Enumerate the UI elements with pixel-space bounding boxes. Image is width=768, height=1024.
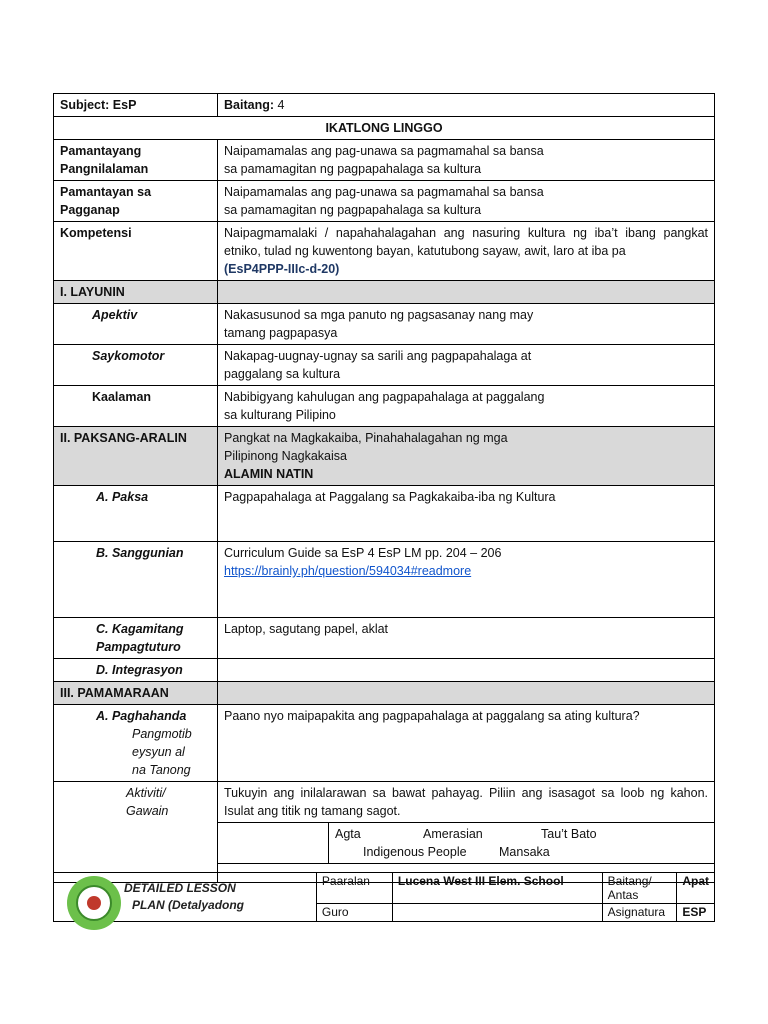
choices-box <box>329 823 715 864</box>
objectives-heading-empty <box>218 281 715 304</box>
motivation-question: Paano nyo maipapakita ang pagpapahalaga at paggalang sa ating kultura? <box>218 705 715 782</box>
activity-label-1: Aktiviti/ <box>126 786 166 800</box>
subject-value: EsP <box>112 98 137 112</box>
content-standard-label <box>54 140 218 181</box>
subject-label: Subject: <box>60 98 110 112</box>
content-standard-label-2: Pangnilalaman <box>60 162 149 176</box>
materials-text: Laptop, sagutang papel, aklat <box>218 618 715 659</box>
footer-grade-label <box>602 873 677 904</box>
psychomotor-label: Saykomotor <box>54 345 218 386</box>
motivation-label-3: na Tanong <box>132 763 191 777</box>
cognitive-line-1: Nabibigyang kahulugan ang pagpapahalaga at paggalang <box>224 390 545 404</box>
competency-code: (EsP4PPP-IIIc-d-20) <box>224 262 340 276</box>
subject-matter-line-2: Pilipinong Nagkakaisa <box>224 449 347 463</box>
psychomotor-line-2: paggalang sa kultura <box>224 367 341 381</box>
competency-cell <box>218 222 715 281</box>
materials-label-1: C. Kagamitang <box>96 622 184 636</box>
content-standard-text <box>218 140 715 181</box>
week-heading: IKATLONG LINGGO <box>54 117 715 140</box>
procedure-heading: III. PAMAMARAAN <box>54 682 218 705</box>
footer-title-2: PLAN (Detalyadong <box>132 898 245 912</box>
activity-text: Tukuyin ang inilalarawan sa bawat pahayag. Piliin ang isasagot sa loob ng kahon. Isulat ang titik ng tamang sagot. <box>224 786 708 818</box>
performance-standard-line-2: sa pamamagitan ng pagpapahalaga sa kultura <box>224 203 482 217</box>
alamin-natin: ALAMIN NATIN <box>224 467 314 481</box>
motivation-label-1: Pangmotib <box>132 727 192 741</box>
footer-grade-value: Apat <box>677 873 715 904</box>
content-standard-line-1: Naipamamalas ang pag-unawa sa pagmamahal sa bansa <box>224 144 544 158</box>
subject-matter-heading: II. PAKSANG-ARALIN <box>54 427 218 486</box>
grade-cell <box>218 94 715 117</box>
cognitive-line-2: sa kulturang Pilipino <box>224 408 336 422</box>
psychomotor-text <box>218 345 715 386</box>
footer-title-1: DETAILED LESSON <box>124 881 236 895</box>
preparation-label-cell <box>54 705 218 782</box>
content-standard-label-1: Pamantayang <box>60 144 142 158</box>
performance-standard-text <box>218 181 715 222</box>
grade-value: 4 <box>277 98 285 112</box>
performance-standard-label <box>54 181 218 222</box>
affective-text <box>218 304 715 345</box>
cognitive-row <box>54 386 715 427</box>
reference-label: B. Sanggunian <box>54 542 218 618</box>
affective-row <box>54 304 715 345</box>
reference-text: Curriculum Guide sa EsP 4 EsP LM pp. 204 – 206 <box>224 546 502 560</box>
subject-matter-line-1: Pangkat na Magkakaiba, Pinahahalagahan ng mga <box>224 431 508 445</box>
cognitive-label: Kaalaman <box>54 386 218 427</box>
choices-spacer <box>218 823 329 864</box>
performance-standard-label-2: Pagganap <box>60 203 120 217</box>
school-label: Paaralan <box>316 873 392 904</box>
teacher-value <box>392 904 602 922</box>
activity-cell <box>218 782 715 883</box>
reference-link[interactable]: https://brainly.ph/question/594034#readmore <box>224 564 472 578</box>
preparation-label: A. Paghahanda <box>96 709 187 723</box>
psychomotor-line-1: Nakapag-uugnay-ugnay sa sarili ang pagpapahalaga at <box>224 349 532 363</box>
content-standard-row <box>54 140 715 181</box>
objectives-heading: I. LAYUNIN <box>54 281 218 304</box>
choice-item: Amerasian <box>423 827 483 841</box>
topic-text: Pagpapahalaga at Paggalang sa Pagkakaiba-iba ng Kultura <box>218 486 715 542</box>
choice-item: Agta <box>335 827 361 841</box>
footer-row-1 <box>54 873 715 904</box>
affective-line-2: tamang pagpapasya <box>224 326 338 340</box>
preparation-row <box>54 705 715 782</box>
footer-table <box>53 872 715 922</box>
footer-grade-label-1: Baitang/ <box>607 874 652 888</box>
performance-standard-row <box>54 181 715 222</box>
subject-matter-text <box>218 427 715 486</box>
choice-item: Mansaka <box>499 845 550 859</box>
grade-label: Baitang: <box>224 98 274 112</box>
subject-cell <box>54 94 218 117</box>
footer-grade-label-2: Antas <box>607 888 639 902</box>
activity-label-2: Gawain <box>126 804 169 818</box>
footer-subject-label: Asignatura <box>602 904 677 922</box>
seal-inner-ring <box>76 885 112 921</box>
procedure-heading-row <box>54 682 715 705</box>
psychomotor-row <box>54 345 715 386</box>
objectives-heading-row <box>54 281 715 304</box>
competency-text: Naipagmamalaki / napahahalagahan ang nasuring kultura ng iba’t ibang pangkat etniko, tulad ng kuwentong bayan, katutubong sayaw, awit, laro at iba pa <box>224 226 708 258</box>
subject-matter-row <box>54 427 715 486</box>
integration-empty <box>218 659 715 682</box>
choice-item: Tau’t Bato <box>541 827 597 841</box>
performance-standard-label-1: Pamantayan sa <box>60 185 152 199</box>
school-seal-logo <box>67 876 121 930</box>
cognitive-text <box>218 386 715 427</box>
choices-line-2 <box>335 843 708 861</box>
procedure-heading-empty <box>218 682 715 705</box>
materials-label <box>54 618 218 659</box>
activity-row <box>54 782 715 883</box>
school-value: Lucena West III Elem. School <box>392 873 602 904</box>
affective-line-1: Nakasusunod sa mga panuto ng pagsasanay nang may <box>224 308 534 322</box>
integration-row <box>54 659 715 682</box>
choice-item: Indigenous People <box>363 845 467 859</box>
reference-cell <box>218 542 715 618</box>
materials-label-2: Pampagtuturo <box>96 640 181 654</box>
footer-subject-value: ESP <box>677 904 715 922</box>
activity-label <box>54 782 218 883</box>
content-standard-line-2: sa pamamagitan ng pagpapahalaga sa kultura <box>224 162 482 176</box>
choices-line-1 <box>335 825 708 843</box>
header-row <box>54 94 715 117</box>
week-row <box>54 117 715 140</box>
seal-emblem <box>87 896 101 910</box>
topic-row <box>54 486 715 542</box>
reference-row <box>54 542 715 618</box>
teacher-label: Guro <box>316 904 392 922</box>
integration-label: D. Integrasyon <box>54 659 218 682</box>
topic-label: A. Paksa <box>54 486 218 542</box>
affective-label: Apektiv <box>54 304 218 345</box>
materials-row <box>54 618 715 659</box>
performance-standard-line-1: Naipamamalas ang pag-unawa sa pagmamahal sa bansa <box>224 185 544 199</box>
motivation-label-2: eysyun al <box>132 745 185 759</box>
competency-label: Kompetensi <box>54 222 218 281</box>
competency-row <box>54 222 715 281</box>
lesson-plan-table <box>53 93 715 883</box>
